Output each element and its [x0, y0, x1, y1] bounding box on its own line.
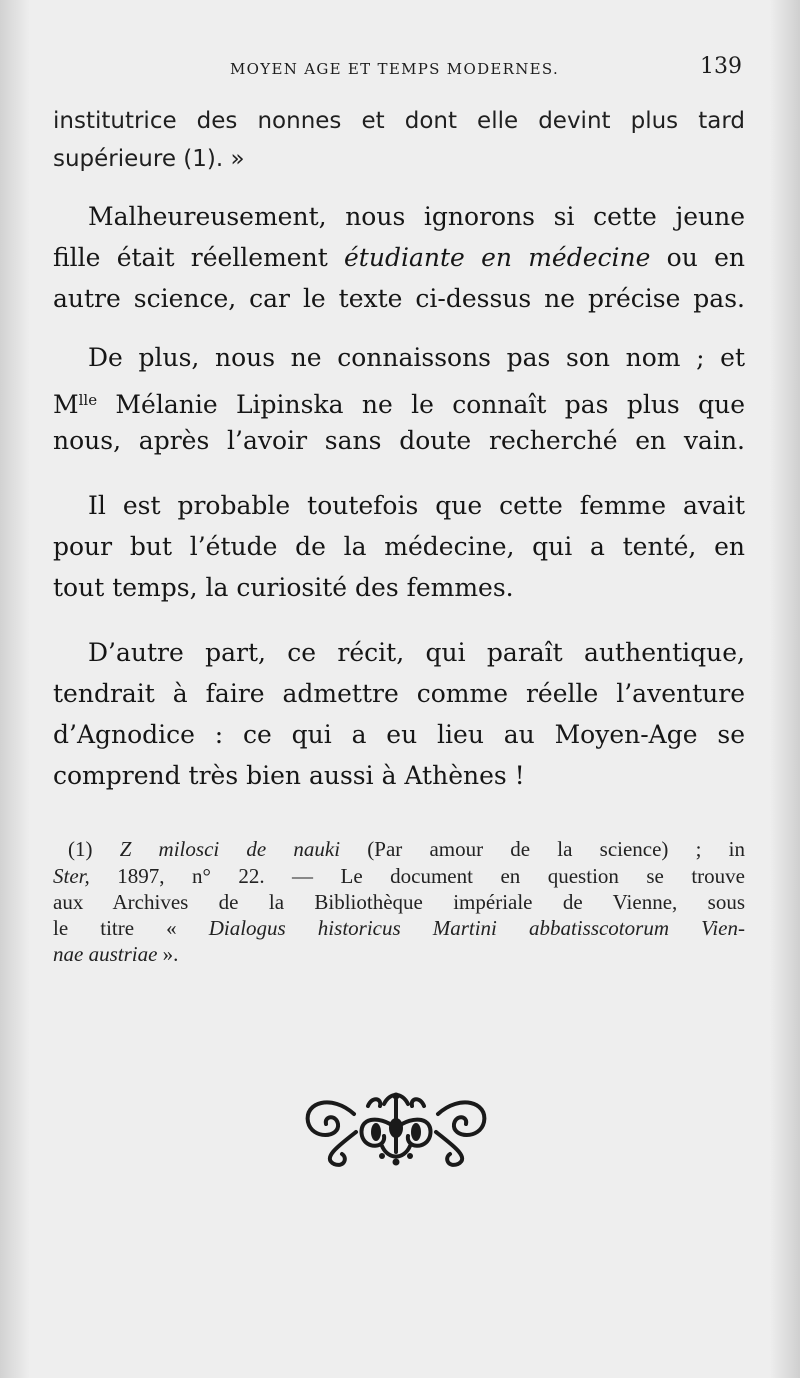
footnote-line	[68, 836, 745, 862]
text-span: ou en	[650, 243, 745, 272]
italic-span: Dialogus historicus Martini abbatisscotorum Vien-	[208, 916, 745, 940]
footnote-line	[53, 863, 745, 889]
text-line	[53, 242, 745, 274]
footnote-line	[53, 941, 178, 967]
title-abbreviation: M	[53, 390, 79, 419]
page-edge-shadow-right	[770, 0, 800, 1378]
floral-vignette-ornament-icon	[298, 1088, 494, 1174]
footnote-line: aux Archives de la Bibliothèque impériale de Vienne, sous	[53, 890, 745, 914]
text-line	[53, 384, 745, 421]
text-span: ».	[157, 942, 179, 966]
text-line: Il est probable toutefois que cette femme avait	[88, 491, 745, 520]
title-abbreviation-superscript: lle	[78, 391, 98, 409]
page-number: 139	[700, 54, 742, 79]
text-span: 1897, n° 22. — Le document en question se trouve	[89, 864, 745, 888]
text-line: pour but l’étude de la médecine, qui a tenté, en	[53, 532, 745, 561]
text-span: fille était réellement	[53, 243, 345, 272]
text-line: supérieure (1). »	[53, 146, 245, 172]
text-span: Mélanie Lipinska ne le connaît pas plus que	[97, 390, 745, 419]
text-line: nous, après l’avoir sans doute recherché en vain.	[53, 426, 745, 455]
text-span: (Par amour de la science) ; in	[340, 837, 745, 861]
running-head: MOYEN AGE ET TEMPS MODERNES.	[230, 60, 560, 78]
text-line: institutrice des nonnes et dont elle devint plus tard	[53, 108, 745, 134]
text-line: tout temps, la curiosité des femmes.	[53, 573, 514, 602]
footnote-line	[53, 915, 745, 941]
text-line: comprend très bien aussi à Athènes !	[53, 761, 525, 790]
italic-span: Z milosci de nauki	[119, 837, 341, 861]
page-edge-shadow-left	[0, 0, 30, 1378]
text-line: d’Agnodice : ce qui a eu lieu au Moyen-Age se	[53, 720, 745, 749]
italic-span: étudiante en médecine	[344, 243, 651, 272]
text-span: le titre «	[53, 916, 209, 940]
italic-span: nae austriae	[53, 942, 158, 966]
text-line: autre science, car le texte ci-dessus ne précise pas.	[53, 284, 745, 313]
text-line: De plus, nous ne connaissons pas son nom ; et	[88, 343, 745, 372]
text-line: tendrait à faire admettre comme réelle l’aventure	[53, 679, 745, 708]
footnote-marker: (1)	[68, 837, 120, 861]
text-line: D’autre part, ce récit, qui paraît authentique,	[88, 638, 745, 667]
text-line: Malheureusement, nous ignorons si cette jeune	[88, 202, 745, 231]
italic-span: Ster,	[53, 864, 90, 888]
